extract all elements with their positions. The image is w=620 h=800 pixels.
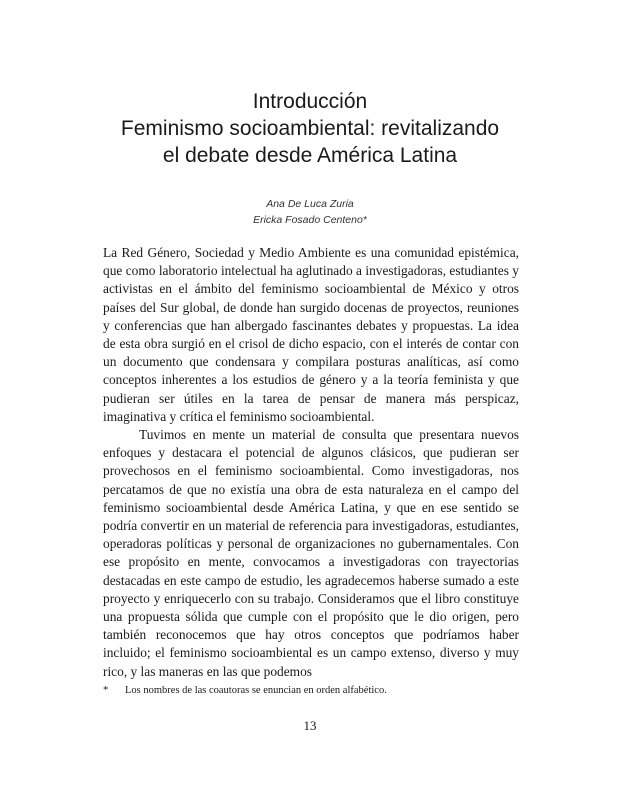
authors — [100, 196, 520, 228]
author-name: Ericka Fosado Centeno* — [253, 214, 367, 226]
paragraph: La Red Género, Sociedad y Medio Ambiente es una comunidad epistémica, que como laboratorio intelectual ha aglutinado a investigadoras, estudiantes y activistas en el ámbito del feminismo socioambiental de México y otros países del Sur global, de donde han surgido docenas de proyectos, reuniones y conferencias que han albergado fascinantes debates y propuestas. La idea de esta obra surgió en el crisol de dicho espacio, con el interés de contar con un documento que condensara y compilara posturas analíticas, así como conceptos inherentes a los estudios de género y a la teoría feminista y que pudieran ser útiles en la tarea de pensar de manera más perspicaz, imaginativa y crítica el feminismo socioambiental. — [103, 245, 519, 424]
chapter-title-line: Introducción — [252, 90, 368, 113]
chapter-title-line: Feminismo socioambiental: revitalizando — [120, 117, 500, 140]
paragraph: Tuvimos en mente un material de consulta que presentara nuevos enfoques y destacara el potencial de algunos clásicos, que pudieran ser provechosos en el feminismo socioambiental. Como investigadoras, nos percatamos de que no existía una obra de esta naturaleza en el campo del feminismo socioambiental desde América Latina, y que en ese sentido se podría convertir en un material de referencia para investigadoras, estudiantes, operadoras políticas y personal de organizaciones no gubernamentales. Con ese propósito en mente, convocamos a investigadoras con trayectorias destacadas en este campo de estudio, les agradecemos haberse sumado a este proyecto y enriquecerlo con su trabajo. Consideramos que el libro constituye una propuesta sólida que cumple con el propósito que le dio origen, pero también reconocemos que hay otros conceptos que podríamos haber incluido; el feminismo socioambiental es un campo extenso, diverso y muy rico, y las maneras en las que podemos — [103, 427, 519, 679]
footnote-text: Los nombres de las coautoras se enuncian en orden alfabético. — [125, 685, 387, 696]
page-number: 13 — [303, 718, 317, 733]
body-text — [103, 244, 519, 681]
chapter-title — [60, 88, 560, 169]
author-name: Ana De Luca Zuria — [266, 198, 354, 210]
chapter-title-line: el debate desde América Latina — [162, 144, 458, 167]
footnote-mark: * — [103, 685, 109, 696]
footnote — [103, 684, 519, 698]
